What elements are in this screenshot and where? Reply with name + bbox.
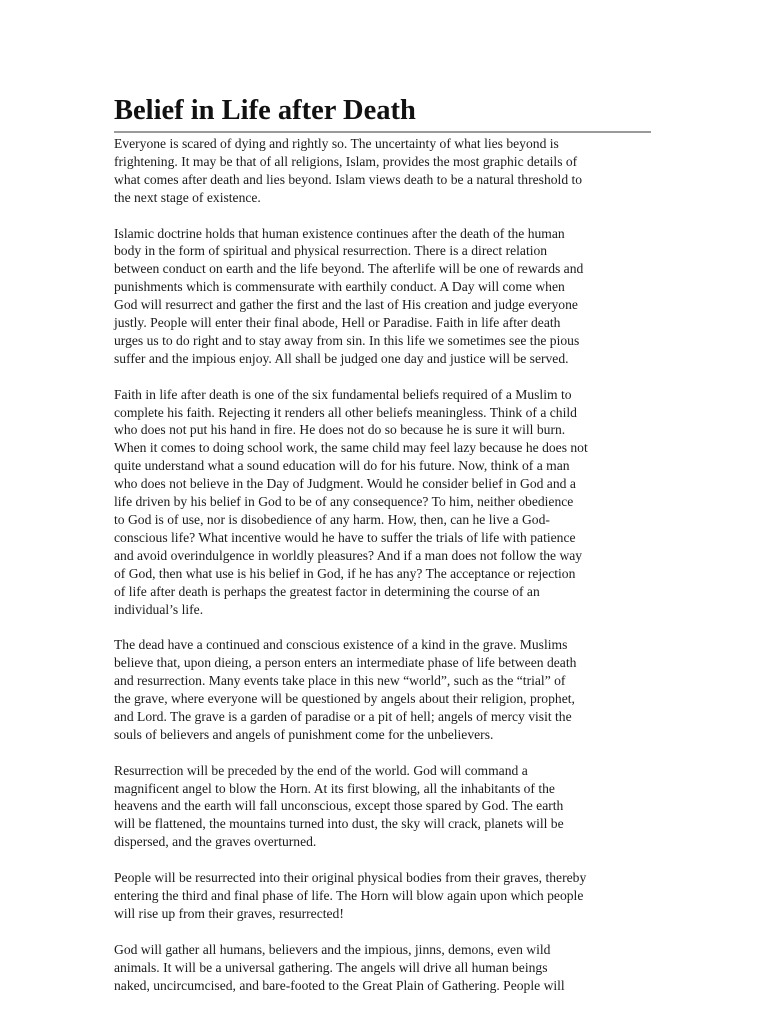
text-line: body in the form of spiritual and physical resurrection. There is a direct relation (114, 243, 548, 259)
text-line: naked, uncircumcised, and bare-footed to the Great Plain of Gathering. People will (114, 977, 565, 993)
text-line: souls of believers and angels of punishment come for the unbelievers. (114, 726, 494, 742)
paragraph (114, 762, 659, 852)
paragraph (114, 386, 659, 619)
text-line: heavens and the earth will fall unconscious, except those spared by God. The earth (114, 798, 564, 814)
text-line: will be flattened, the mountains turned into dust, the sky will crack, planets will be (114, 816, 564, 832)
text-line: individual’s life. (114, 601, 204, 617)
text-line: Islamic doctrine holds that human existence continues after the death of the human (114, 225, 565, 241)
title-divider (114, 131, 651, 133)
paragraph (114, 869, 659, 923)
text-line: The dead have a continued and conscious existence of a kind in the grave. Muslims (114, 637, 568, 653)
text-line: punishments which is commensurate with earthily conduct. A Day will come when (114, 279, 565, 295)
text-line: frightening. It may be that of all religions, Islam, provides the most graphic details of (114, 153, 578, 169)
text-line: believe that, upon dieing, a person enters an intermediate phase of life between death (114, 655, 577, 671)
text-line: Resurrection will be preceded by the end of the world. God will command a (114, 762, 528, 778)
page-title: Belief in Life after Death (114, 95, 416, 126)
paragraph (114, 225, 659, 368)
text-line: who does not put his hand in fire. He does not do so because he is sure it will burn. (114, 422, 566, 438)
text-line: God will gather all humans, believers and the impious, jinns, demons, even wild (114, 941, 551, 957)
text-line: conscious life? What incentive would he have to suffer the trials of life with patience (114, 529, 576, 545)
text-line: entering the third and final phase of life. The Horn will blow again upon which people (114, 887, 584, 903)
paragraph (114, 941, 659, 995)
text-line: Everyone is scared of dying and rightly so. The uncertainty of what lies beyond is (114, 136, 559, 151)
text-line: animals. It will be a universal gathering. The angels will drive all human beings (114, 959, 548, 975)
text-line: complete his faith. Rejecting it renders all other beliefs meaningless. Think of a child (114, 404, 577, 420)
paragraph (114, 636, 659, 743)
paragraph (114, 135, 659, 207)
text-line: to God is of use, nor is disobedience of any harm. How, then, can he live a God- (114, 512, 550, 527)
text-line: urges us to do right and to stay away from sin. In this life we sometimes see the pious (114, 332, 580, 348)
text-line: quite understand what a sound education will do for his future. Now, think of a man (114, 458, 570, 474)
text-line: People will be resurrected into their original physical bodies from their graves, thereby (114, 870, 587, 886)
text-line: the grave, where everyone will be questioned by angels about their religion, prophet, (114, 691, 575, 707)
document-body (114, 135, 659, 994)
text-line: between conduct on earth and the life beyond. The afterlife will be one of rewards and (114, 261, 584, 277)
document-page (114, 93, 659, 1012)
text-line: of life after death is perhaps the greatest factor in determining the course of an (114, 583, 540, 599)
text-line: the next stage of existence. (114, 189, 261, 205)
text-line: and avoid overindulgence in worldly pleasures? And if a man does not follow the way (114, 547, 583, 563)
text-line: Faith in life after death is one of the six fundamental beliefs required of a Muslim to (114, 386, 572, 402)
text-line: When it comes to doing school work, the same child may feel lazy because he does not (114, 440, 588, 456)
text-line: dispersed, and the graves overturned. (114, 834, 317, 850)
text-line: and Lord. The grave is a garden of paradise or a pit of hell; angels of mercy visit the (114, 708, 572, 724)
text-line: will rise up from their graves, resurrected! (114, 905, 344, 921)
text-line: magnificent angel to blow the Horn. At its first blowing, all the inhabitants of the (114, 780, 555, 796)
text-line: what comes after death and lies beyond. Islam views death to be a natural threshold to (114, 171, 583, 187)
text-line: and resurrection. Many events take place in this new “world”, such as the “trial” of (114, 673, 566, 689)
text-line: suffer and the impious enjoy. All shall be judged one day and justice will be served. (114, 350, 569, 366)
text-line: God will resurrect and gather the first and the last of His creation and judge everyone (114, 297, 578, 313)
text-line: justly. People will enter their final abode, Hell or Paradise. Faith in life after death (114, 315, 561, 331)
text-line: of God, then what use is his belief in God, if he has any? The acceptance or rejection (114, 565, 576, 581)
text-line: life driven by his belief in God to be of any consequence? To him, neither obedience (114, 494, 574, 510)
text-line: who does not believe in the Day of Judgment. Would he consider belief in God and a (114, 476, 576, 492)
